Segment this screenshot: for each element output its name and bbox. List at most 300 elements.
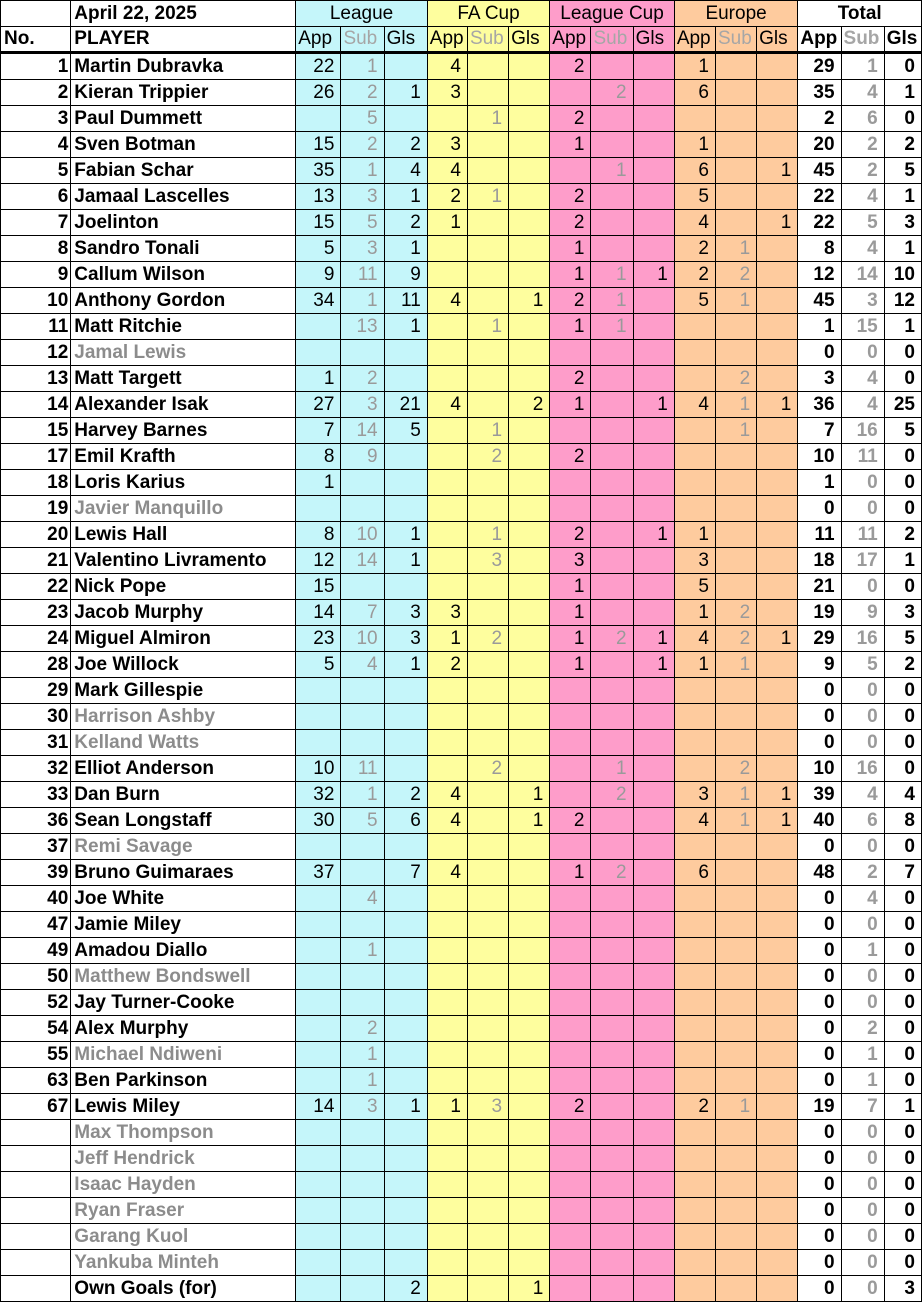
europe-app-cell — [674, 1016, 715, 1042]
fa-cup-gls-cell — [509, 860, 550, 886]
table-row — [1, 340, 922, 366]
league-cup-gls-cell — [633, 730, 674, 756]
league-gls-cell — [384, 886, 427, 912]
europe-app-cell: 4 — [674, 808, 715, 834]
europe-sub-cell — [715, 158, 756, 184]
league-cup-sub-cell — [591, 1042, 633, 1068]
table-row — [1, 314, 922, 340]
fa-cup-app-cell — [427, 106, 467, 132]
total-sub-cell: 7 — [841, 1094, 884, 1120]
squad-number-cell — [1, 1198, 71, 1224]
league-cup-gls-cell — [633, 236, 674, 262]
player-name-cell: Paul Dummett — [71, 106, 296, 132]
league-sub-cell — [341, 834, 384, 860]
total-sub-cell: 0 — [841, 1146, 884, 1172]
table-row — [1, 1276, 922, 1302]
league-app-cell: 26 — [296, 80, 341, 106]
europe-app-cell — [674, 444, 715, 470]
league-gls-cell — [384, 704, 427, 730]
fa-cup-gls-cell — [509, 444, 550, 470]
fa-cup-sub-cell — [467, 1198, 508, 1224]
blank-header-cell — [1, 1, 71, 27]
europe-gls-cell — [757, 1094, 798, 1120]
fa-cup-gls-cell — [509, 366, 550, 392]
league-app-cell: 30 — [296, 808, 341, 834]
table-row — [1, 574, 922, 600]
league-cup-gls-cell — [633, 106, 674, 132]
europe-app-cell — [674, 834, 715, 860]
europe-sub-cell: 1 — [715, 782, 756, 808]
league-app-cell — [296, 1042, 341, 1068]
league-cup-app-cell — [550, 80, 591, 106]
league-app-cell — [296, 1120, 341, 1146]
total-app-cell: 0 — [798, 1068, 841, 1094]
total-app-cell: 36 — [798, 392, 841, 418]
fa-cup-gls-cell — [509, 730, 550, 756]
league-cup-app-cell — [550, 756, 591, 782]
europe-app-cell: 5 — [674, 574, 715, 600]
total-gls-cell: 1 — [884, 1094, 921, 1120]
fa-cup-sub-cell — [467, 470, 508, 496]
league-gls-cell — [384, 53, 427, 80]
europe-sub-cell: 2 — [715, 366, 756, 392]
player-name-cell: Sven Botman — [71, 132, 296, 158]
league-cup-sub-cell — [591, 1172, 633, 1198]
fa-cup-gls-cell — [509, 53, 550, 80]
europe-app-cell: 6 — [674, 860, 715, 886]
fa-cup-app-cell: 4 — [427, 158, 467, 184]
europe-app-cell: 6 — [674, 80, 715, 106]
table-row — [1, 652, 922, 678]
europe-sub-cell — [715, 678, 756, 704]
table-row — [1, 704, 922, 730]
table-body — [1, 53, 922, 1302]
table-row — [1, 1198, 922, 1224]
europe-app-cell — [674, 964, 715, 990]
fa-cup-sub-cell — [467, 860, 508, 886]
fa-cup-gls-cell — [509, 496, 550, 522]
league-sub-cell: 1 — [341, 288, 384, 314]
league-app-cell — [296, 1276, 341, 1302]
europe-app-cell — [674, 938, 715, 964]
fa-cup-sub-cell: 1 — [467, 106, 508, 132]
europe-gls-cell — [757, 860, 798, 886]
fa-cup-app-cell — [427, 1224, 467, 1250]
fa-cup-gls-cell — [509, 314, 550, 340]
total-app-cell: 18 — [798, 548, 841, 574]
europe-app-cell — [674, 496, 715, 522]
europe-gls-cell: 1 — [757, 808, 798, 834]
squad-number-cell: 18 — [1, 470, 71, 496]
league-cup-sub-cell — [591, 53, 633, 80]
league-cup-sub-cell — [591, 1250, 633, 1276]
total-gls-cell: 0 — [884, 470, 921, 496]
league-app-cell — [296, 1172, 341, 1198]
europe-app-cell — [674, 340, 715, 366]
league-cup-app-cell — [550, 782, 591, 808]
europe-sub-cell: 1 — [715, 1094, 756, 1120]
fa-cup-sub-cell — [467, 288, 508, 314]
europe-gls-cell — [757, 1068, 798, 1094]
total-sub-cell: 0 — [841, 1120, 884, 1146]
squad-number-cell: 55 — [1, 1042, 71, 1068]
fa-cup-sub-cell — [467, 1042, 508, 1068]
league-cup-sub-cell — [591, 678, 633, 704]
league-app-cell: 22 — [296, 53, 341, 80]
league-cup-gls-cell — [633, 340, 674, 366]
europe-gls-cell — [757, 1146, 798, 1172]
fa-cup-app-cell — [427, 1042, 467, 1068]
fa-cup-sub-cell — [467, 236, 508, 262]
total-sub-cell: 0 — [841, 912, 884, 938]
league-app-cell — [296, 1068, 341, 1094]
league-gls-cell — [384, 106, 427, 132]
league-app-cell: 9 — [296, 262, 341, 288]
player-name-cell: Joe White — [71, 886, 296, 912]
player-name-cell: Emil Krafth — [71, 444, 296, 470]
total-gls-cell: 0 — [884, 886, 921, 912]
fa-cup-sub-cell: 2 — [467, 444, 508, 470]
league-sub-cell: 11 — [341, 262, 384, 288]
league-cup-app-cell — [550, 1250, 591, 1276]
league-cup-app-cell — [550, 1224, 591, 1250]
total-app-cell: 19 — [798, 600, 841, 626]
fa-cup-sub-cell: 3 — [467, 1094, 508, 1120]
total-app-cell: 0 — [798, 340, 841, 366]
total-gls-cell: 0 — [884, 938, 921, 964]
player-name-cell: Max Thompson — [71, 1120, 296, 1146]
fa-cup-app-cell — [427, 366, 467, 392]
europe-app-cell — [674, 1198, 715, 1224]
table-row — [1, 756, 922, 782]
table-row — [1, 886, 922, 912]
europe-gls-cell — [757, 886, 798, 912]
league-cup-sub-cell — [591, 1016, 633, 1042]
fa-cup-app-cell — [427, 1016, 467, 1042]
squad-number-cell: 15 — [1, 418, 71, 444]
total-sub-cell: 16 — [841, 756, 884, 782]
europe-gls-cell — [757, 938, 798, 964]
league-cup-app-cell: 1 — [550, 860, 591, 886]
fa-cup-app-cell — [427, 340, 467, 366]
fa-cup-app-cell: 1 — [427, 210, 467, 236]
league-cup-sub-cell — [591, 548, 633, 574]
table-row — [1, 860, 922, 886]
europe-sub-cell — [715, 886, 756, 912]
total-sub-cell: 2 — [841, 158, 884, 184]
europe-sub-cell — [715, 210, 756, 236]
league-sub-cell: 3 — [341, 236, 384, 262]
total-app-cell: 0 — [798, 1120, 841, 1146]
europe-app-cell — [674, 106, 715, 132]
total-app-cell: 0 — [798, 1016, 841, 1042]
europe-sub-cell — [715, 938, 756, 964]
league-cup-app-cell: 1 — [550, 314, 591, 340]
league-cup-sub-cell — [591, 1120, 633, 1146]
table-row — [1, 1094, 922, 1120]
table-row — [1, 1120, 922, 1146]
europe-app-cell — [674, 704, 715, 730]
league-app-cell — [296, 314, 341, 340]
squad-number-cell: 49 — [1, 938, 71, 964]
fa-cup-gls-cell — [509, 132, 550, 158]
fa-cup-gls-cell — [509, 1016, 550, 1042]
total-sub-cell: 3 — [841, 288, 884, 314]
league-sub-cell: 2 — [341, 1016, 384, 1042]
league-cup-sub-cell: 1 — [591, 288, 633, 314]
league-sub-cell — [341, 964, 384, 990]
europe-gls-cell — [757, 496, 798, 522]
europe-sub-cell — [715, 314, 756, 340]
europe-app-cell — [674, 1042, 715, 1068]
europe-app-cell — [674, 678, 715, 704]
fa-cup-sub-cell — [467, 808, 508, 834]
total-app-cell: 29 — [798, 626, 841, 652]
league-app-cell: 12 — [296, 548, 341, 574]
league-app-cell — [296, 964, 341, 990]
player-name-cell: Sandro Tonali — [71, 236, 296, 262]
europe-app-cell: 1 — [674, 132, 715, 158]
squad-number-cell: 10 — [1, 288, 71, 314]
total-gls-cell: 3 — [884, 600, 921, 626]
europe-sub-cell — [715, 1250, 756, 1276]
league-sub-header: Sub — [341, 27, 384, 53]
fa-cup-app-cell — [427, 912, 467, 938]
league-cup-app-cell — [550, 1198, 591, 1224]
total-gls-cell: 0 — [884, 53, 921, 80]
squad-number-cell: 19 — [1, 496, 71, 522]
europe-app-cell: 2 — [674, 236, 715, 262]
league-cup-gls-cell — [633, 990, 674, 1016]
league-gls-cell: 9 — [384, 262, 427, 288]
league-cup-app-cell — [550, 964, 591, 990]
europe-sub-cell — [715, 548, 756, 574]
total-gls-cell: 0 — [884, 964, 921, 990]
europe-gls-cell — [757, 470, 798, 496]
europe-app-header: App — [674, 27, 715, 53]
league-cup-app-cell: 2 — [550, 808, 591, 834]
table-row — [1, 522, 922, 548]
fa-cup-app-cell — [427, 730, 467, 756]
total-sub-cell: 4 — [841, 782, 884, 808]
fa-cup-sub-cell — [467, 132, 508, 158]
europe-gls-cell — [757, 548, 798, 574]
total-sub-cell: 6 — [841, 106, 884, 132]
squad-number-cell: 24 — [1, 626, 71, 652]
europe-sub-cell — [715, 1172, 756, 1198]
fa-cup-app-cell: 2 — [427, 652, 467, 678]
total-sub-cell: 4 — [841, 366, 884, 392]
player-name-cell: Joe Willock — [71, 652, 296, 678]
player-name-cell: Alexander Isak — [71, 392, 296, 418]
fa-cup-app-cell: 1 — [427, 1094, 467, 1120]
league-gls-cell — [384, 1146, 427, 1172]
table-row — [1, 496, 922, 522]
league-app-cell: 13 — [296, 184, 341, 210]
total-sub-cell: 0 — [841, 340, 884, 366]
europe-gls-cell: 1 — [757, 158, 798, 184]
player-name-cell: Sean Longstaff — [71, 808, 296, 834]
total-app-cell: 0 — [798, 496, 841, 522]
fa-cup-app-cell — [427, 1120, 467, 1146]
europe-gls-cell — [757, 184, 798, 210]
europe-app-cell — [674, 366, 715, 392]
total-gls-cell: 0 — [884, 1016, 921, 1042]
league-cup-app-cell — [550, 990, 591, 1016]
fa-cup-gls-cell — [509, 1068, 550, 1094]
total-app-cell: 0 — [798, 990, 841, 1016]
league-gls-cell — [384, 1224, 427, 1250]
league-app-header: App — [296, 27, 341, 53]
league-cup-sub-cell — [591, 1094, 633, 1120]
fa-cup-sub-cell — [467, 600, 508, 626]
league-cup-app-cell — [550, 1120, 591, 1146]
league-cup-gls-header: Gls — [633, 27, 674, 53]
league-app-cell — [296, 340, 341, 366]
total-sub-cell: 2 — [841, 860, 884, 886]
total-gls-cell: 0 — [884, 1172, 921, 1198]
europe-sub-cell — [715, 184, 756, 210]
total-sub-cell: 0 — [841, 496, 884, 522]
total-sub-cell: 1 — [841, 1042, 884, 1068]
league-gls-cell: 11 — [384, 288, 427, 314]
squad-number-cell: 39 — [1, 860, 71, 886]
europe-gls-cell — [757, 236, 798, 262]
league-cup-gls-cell — [633, 184, 674, 210]
total-app-cell: 22 — [798, 184, 841, 210]
league-gls-cell — [384, 470, 427, 496]
league-gls-cell: 7 — [384, 860, 427, 886]
player-column-header: PLAYER — [71, 27, 296, 53]
league-gls-cell — [384, 964, 427, 990]
europe-sub-cell — [715, 1042, 756, 1068]
total-sub-cell: 0 — [841, 1224, 884, 1250]
player-name-cell: Yankuba Minteh — [71, 1250, 296, 1276]
league-sub-cell: 5 — [341, 210, 384, 236]
fa-cup-gls-cell — [509, 652, 550, 678]
total-sub-cell: 4 — [841, 80, 884, 106]
player-name-cell: Kieran Trippier — [71, 80, 296, 106]
league-cup-sub-cell — [591, 418, 633, 444]
league-cup-sub-cell — [591, 1198, 633, 1224]
league-gls-cell: 3 — [384, 626, 427, 652]
league-cup-app-cell — [550, 704, 591, 730]
squad-number-cell: 22 — [1, 574, 71, 600]
league-sub-cell: 1 — [341, 938, 384, 964]
total-app-cell: 45 — [798, 288, 841, 314]
total-gls-cell: 0 — [884, 834, 921, 860]
league-app-cell: 1 — [296, 366, 341, 392]
league-app-cell: 14 — [296, 600, 341, 626]
league-cup-group-header: League Cup — [550, 1, 675, 27]
fa-cup-gls-cell — [509, 964, 550, 990]
league-cup-app-cell: 2 — [550, 210, 591, 236]
total-sub-cell: 5 — [841, 652, 884, 678]
league-sub-cell: 3 — [341, 1094, 384, 1120]
league-cup-gls-cell — [633, 860, 674, 886]
league-cup-app-cell — [550, 470, 591, 496]
fa-cup-gls-cell — [509, 1172, 550, 1198]
total-gls-cell: 0 — [884, 990, 921, 1016]
league-cup-sub-cell — [591, 600, 633, 626]
total-sub-cell: 1 — [841, 1068, 884, 1094]
table-row — [1, 678, 922, 704]
league-app-cell: 1 — [296, 470, 341, 496]
total-app-cell: 0 — [798, 1042, 841, 1068]
league-cup-sub-cell: 2 — [591, 782, 633, 808]
header-row-columns — [1, 27, 922, 53]
fa-cup-gls-cell — [509, 80, 550, 106]
league-sub-cell: 14 — [341, 548, 384, 574]
fa-cup-sub-cell — [467, 704, 508, 730]
fa-cup-sub-cell — [467, 262, 508, 288]
league-cup-sub-cell: 2 — [591, 80, 633, 106]
europe-sub-cell — [715, 990, 756, 1016]
fa-cup-sub-cell — [467, 340, 508, 366]
league-cup-app-cell: 2 — [550, 444, 591, 470]
league-sub-cell: 3 — [341, 392, 384, 418]
league-sub-cell: 5 — [341, 808, 384, 834]
europe-gls-cell — [757, 132, 798, 158]
total-sub-cell: 15 — [841, 314, 884, 340]
league-cup-sub-header: Sub — [591, 27, 633, 53]
total-app-cell: 0 — [798, 964, 841, 990]
league-app-cell: 8 — [296, 444, 341, 470]
league-gls-cell: 2 — [384, 1276, 427, 1302]
league-cup-app-cell — [550, 1172, 591, 1198]
league-app-cell: 5 — [296, 236, 341, 262]
league-cup-gls-cell — [633, 756, 674, 782]
fa-cup-gls-cell — [509, 704, 550, 730]
squad-number-cell: 17 — [1, 444, 71, 470]
total-app-cell: 0 — [798, 730, 841, 756]
league-sub-cell: 9 — [341, 444, 384, 470]
league-cup-sub-cell: 2 — [591, 626, 633, 652]
squad-number-cell: 29 — [1, 678, 71, 704]
fa-cup-gls-cell — [509, 834, 550, 860]
total-gls-cell: 0 — [884, 756, 921, 782]
total-gls-cell: 0 — [884, 496, 921, 522]
total-gls-cell: 2 — [884, 132, 921, 158]
league-cup-gls-cell — [633, 704, 674, 730]
league-app-cell — [296, 834, 341, 860]
league-sub-cell — [341, 574, 384, 600]
total-gls-cell: 0 — [884, 1120, 921, 1146]
league-cup-gls-cell — [633, 1276, 674, 1302]
squad-number-cell: 37 — [1, 834, 71, 860]
league-app-cell — [296, 1016, 341, 1042]
squad-number-cell — [1, 1120, 71, 1146]
europe-sub-cell — [715, 522, 756, 548]
europe-app-cell: 5 — [674, 288, 715, 314]
total-app-cell: 40 — [798, 808, 841, 834]
europe-gls-cell — [757, 730, 798, 756]
league-cup-sub-cell — [591, 132, 633, 158]
fa-cup-gls-cell — [509, 1224, 550, 1250]
total-group-header: Total — [798, 1, 922, 27]
player-name-cell: Matthew Bondswell — [71, 964, 296, 990]
fa-cup-gls-cell — [509, 1094, 550, 1120]
league-cup-sub-cell — [591, 184, 633, 210]
player-name-cell: Isaac Hayden — [71, 1172, 296, 1198]
league-sub-cell: 7 — [341, 600, 384, 626]
fa-cup-gls-cell — [509, 548, 550, 574]
fa-cup-gls-cell — [509, 210, 550, 236]
league-gls-cell: 1 — [384, 314, 427, 340]
total-app-cell: 11 — [798, 522, 841, 548]
total-sub-cell: 0 — [841, 1276, 884, 1302]
league-cup-app-cell — [550, 912, 591, 938]
